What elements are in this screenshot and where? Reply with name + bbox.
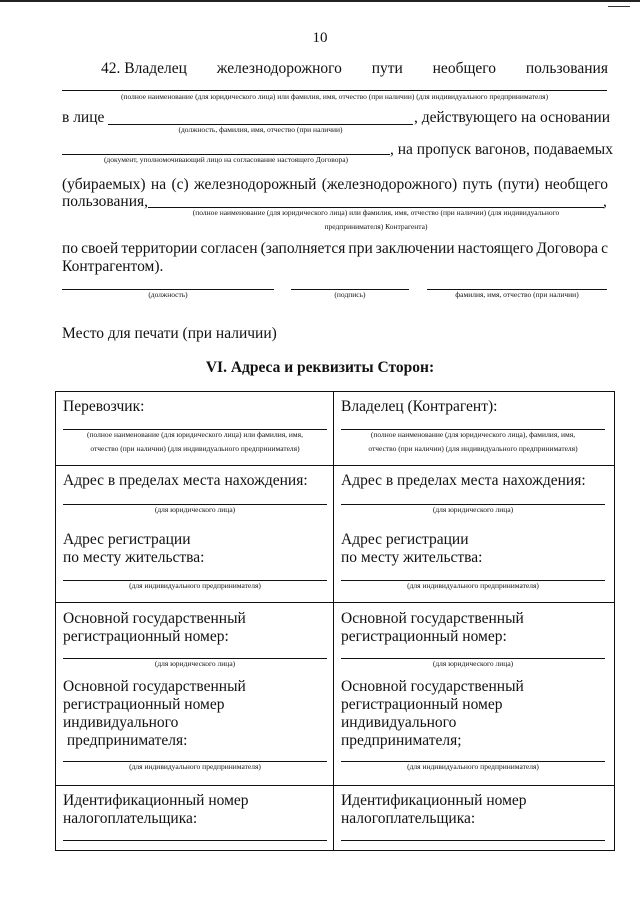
scan-mark bbox=[608, 6, 630, 7]
owner-name-caption-1: (полное наименование (для юридического лица), фамилия, имя, bbox=[370, 430, 576, 439]
word: заключении bbox=[375, 240, 455, 257]
carrier-ogrnip-1: Основной государственный bbox=[63, 678, 246, 695]
wagon-pass-label: , на пропуск вагонов, подаваемых bbox=[390, 141, 613, 158]
carrier-address-caption: (для юридического лица) bbox=[154, 505, 236, 514]
carrier-ogrn-caption: (для юридического лица) bbox=[154, 659, 236, 668]
counterparty-caption-1: (полное наименование (для юридического лица) или фамилия, имя, отчество (при наличии) (для индивидуального bbox=[192, 208, 560, 217]
removed-line bbox=[62, 176, 608, 194]
carrier-ogrn-2: регистрационный номер: bbox=[63, 628, 229, 645]
word: путь bbox=[462, 176, 493, 193]
carrier-reg-caption: (для индивидуального предпринимателя) bbox=[129, 581, 261, 590]
owner-inn-2: налогоплательщика: bbox=[341, 810, 476, 827]
comma: , bbox=[603, 193, 607, 210]
owner-ogrn-1: Основной государственный bbox=[341, 610, 524, 627]
carrier-reg-label-2: по месту жительства: bbox=[63, 549, 205, 566]
owner-address-label: Адрес в пределах места нахождения: bbox=[341, 472, 586, 489]
carrier-inn-2: налогоплательщика: bbox=[63, 810, 198, 827]
owner-inn-line[interactable] bbox=[341, 840, 605, 841]
owner-name-line[interactable] bbox=[62, 90, 607, 91]
owner-ogrnip-caption: (для индивидуального предпринимателя) bbox=[407, 762, 539, 771]
word: Договора bbox=[536, 240, 599, 257]
word: 42. Владелец bbox=[101, 60, 187, 77]
page-number: 10 bbox=[312, 30, 328, 46]
carrier-address-label: Адрес в пределах места нахождения: bbox=[63, 472, 308, 489]
word: по bbox=[62, 240, 79, 257]
section-heading: VI. Адреса и реквизиты Сторон: bbox=[205, 359, 435, 376]
clause-42-line1 bbox=[101, 60, 608, 78]
carrier-title: Перевозчик: bbox=[63, 398, 145, 415]
carrier-ogrnip-caption: (для индивидуального предпринимателя) bbox=[129, 762, 261, 771]
carrier-inn-1: Идентификационный номер bbox=[63, 792, 249, 809]
counterparty-caption-2: предпринимателя) Контрагента) bbox=[324, 222, 428, 231]
use-label: пользования, bbox=[62, 193, 149, 210]
word: железнодорожного bbox=[216, 60, 342, 77]
word: согласен bbox=[200, 240, 258, 257]
carrier-ogrnip-4: предпринимателя: bbox=[63, 732, 188, 749]
owner-ogrnip-4: предпринимателя; bbox=[341, 732, 462, 749]
word: пути bbox=[371, 60, 403, 77]
word: территории bbox=[121, 240, 198, 257]
consent-line2: Контрагентом). bbox=[62, 258, 164, 275]
word: железнодорожный bbox=[194, 176, 317, 193]
owner-ogrn-2: регистрационный номер: bbox=[341, 628, 507, 645]
table-row-divider bbox=[55, 465, 615, 466]
acting-basis-label: , действующего на основании bbox=[414, 109, 610, 126]
word: настоящего bbox=[457, 240, 534, 257]
carrier-ogrnip-2: регистрационный номер bbox=[63, 696, 225, 713]
carrier-ogrn-1: Основной государственный bbox=[63, 610, 246, 627]
owner-reg-caption: (для индивидуального предпринимателя) bbox=[407, 581, 539, 590]
scan-top-border bbox=[0, 0, 640, 2]
owner-ogrn-caption: (для юридического лица) bbox=[432, 659, 514, 668]
position-caption: (должность, фамилия, имя, отчество (при наличии) bbox=[178, 125, 343, 134]
owner-address-caption: (для юридического лица) bbox=[432, 505, 514, 514]
carrier-ogrnip-3: индивидуального bbox=[63, 714, 179, 731]
consent-line1 bbox=[62, 240, 608, 258]
word: (с) bbox=[171, 176, 189, 193]
owner-reg-label-1: Адрес регистрации bbox=[341, 531, 469, 548]
owner-name-caption-2: отчество (при наличии) (для индивидуального предпринимателя) bbox=[368, 444, 578, 453]
word: необщего bbox=[544, 176, 608, 193]
table-row-divider bbox=[55, 785, 615, 786]
table-row-divider bbox=[55, 602, 615, 603]
word: (железнодорожного) bbox=[321, 176, 458, 193]
owner-ogrnip-3: индивидуального bbox=[341, 714, 457, 731]
word: своей bbox=[81, 240, 119, 257]
word: пользования bbox=[525, 60, 608, 77]
owner-inn-1: Идентификационный номер bbox=[341, 792, 527, 809]
word: с bbox=[601, 240, 608, 257]
owner-name-caption: (полное наименование (для юридического лица) или фамилия, имя, отчество (при наличии) (для индивидуального предпринимателя) bbox=[120, 92, 549, 101]
owner-reg-label-2: по месту жительства: bbox=[341, 549, 483, 566]
owner-ogrnip-2: регистрационный номер bbox=[341, 696, 503, 713]
word: (убираемых) bbox=[62, 176, 146, 193]
carrier-name-caption-2: отчество (при наличии) (для индивидуального предпринимателя) bbox=[90, 444, 300, 453]
sig-signature-caption: (подпись) bbox=[334, 290, 366, 299]
table-column-divider bbox=[333, 391, 334, 851]
owner-ogrnip-1: Основной государственный bbox=[341, 678, 524, 695]
word: (заполняется bbox=[260, 240, 346, 257]
word: необщего bbox=[432, 60, 496, 77]
word: на bbox=[150, 176, 167, 193]
sig-position-caption: (должность) bbox=[148, 290, 188, 299]
carrier-inn-line[interactable] bbox=[63, 840, 327, 841]
stamp-place: Место для печати (при наличии) bbox=[62, 325, 277, 342]
word: (пути) bbox=[497, 176, 540, 193]
owner-title: Владелец (Контрагент): bbox=[341, 398, 498, 415]
carrier-name-caption-1: (полное наименование (для юридического лица) или фамилия, имя, bbox=[87, 430, 303, 439]
document-caption: (документ, уполномочивающий лицо на согласование настоящего Договора) bbox=[103, 155, 349, 164]
sig-name-caption: фамилия, имя, отчество (при наличии) bbox=[455, 290, 579, 299]
word: при bbox=[348, 240, 373, 257]
in-person-label: в лице bbox=[62, 109, 105, 126]
carrier-reg-label-1: Адрес регистрации bbox=[63, 531, 191, 548]
